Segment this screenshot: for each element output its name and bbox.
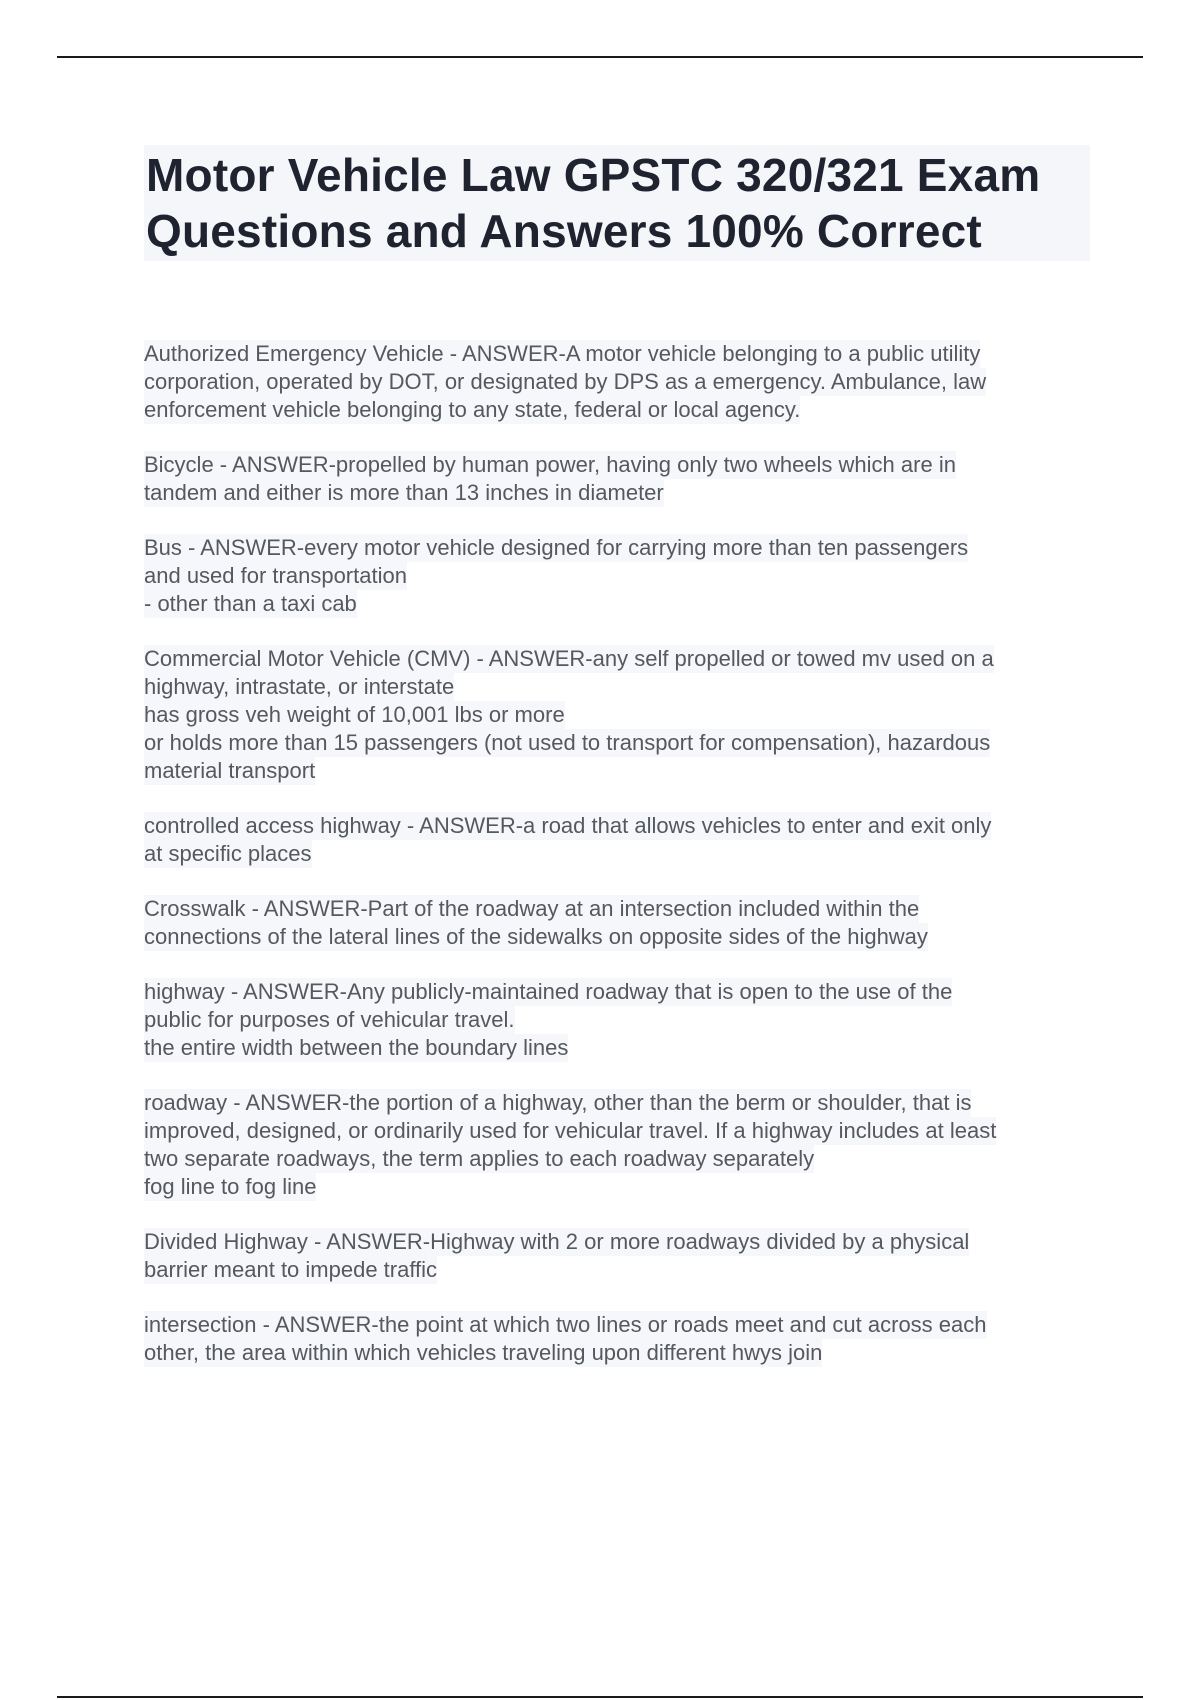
entry-text-line: intersection - ANSWER-the point at which two lines or roads meet and cut across each — [144, 1312, 987, 1337]
entry-text-line: highway - ANSWER-Any publicly-maintained roadway that is open to the use of the — [144, 979, 953, 1004]
entry-text-line: tandem and either is more than 13 inches in diameter — [144, 480, 664, 505]
entry-text-line: connections of the lateral lines of the sidewalks on opposite sides of the highway — [144, 924, 928, 949]
entry-text-line: Commercial Motor Vehicle (CMV) - ANSWER-any self propelled or towed mv used on a — [144, 646, 994, 671]
title-line: Questions and Answers 100% Correct — [146, 205, 982, 257]
entry-roadway — [144, 1089, 1104, 1201]
entry-text-line: Bicycle - ANSWER-propelled by human power, having only two wheels which are in — [144, 452, 956, 477]
entry-bus — [144, 534, 1104, 618]
entry-list — [144, 340, 1104, 1394]
entry-text-line: Crosswalk - ANSWER-Part of the roadway at an intersection included within the — [144, 896, 920, 921]
document-title — [144, 145, 1090, 261]
entry-text-line: barrier meant to impede traffic — [144, 1257, 438, 1282]
entry-text-line: two separate roadways, the term applies to each roadway separately — [144, 1146, 815, 1171]
entry-text-line: corporation, operated by DOT, or designated by DPS as a emergency. Ambulance, law — [144, 369, 987, 394]
entry-text-line: Authorized Emergency Vehicle - ANSWER-A motor vehicle belonging to a public utility — [144, 341, 981, 366]
entry-commercial-motor-vehicle — [144, 645, 1104, 785]
entry-text-line: roadway - ANSWER-the portion of a highway, other than the berm or shoulder, that is — [144, 1090, 972, 1115]
entry-text-line: Bus - ANSWER-every motor vehicle designed for carrying more than ten passengers — [144, 535, 969, 560]
entry-bicycle — [144, 451, 1104, 507]
entry-text-line: highway, intrastate, or interstate — [144, 674, 455, 699]
entry-text-line: fog line to fog line — [144, 1174, 317, 1199]
bottom-rule — [57, 1696, 1143, 1698]
entry-text-line: Divided Highway - ANSWER-Highway with 2 or more roadways divided by a physical — [144, 1229, 970, 1254]
entry-text-line: improved, designed, or ordinarily used for vehicular travel. If a highway includes at least — [144, 1118, 997, 1143]
entry-highway — [144, 978, 1104, 1062]
entry-text-line: enforcement vehicle belonging to any state, federal or local agency. — [144, 397, 801, 422]
entry-authorized-emergency-vehicle — [144, 340, 1104, 424]
title-line: Motor Vehicle Law GPSTC 320/321 Exam — [146, 149, 1041, 201]
entry-text-line: at specific places — [144, 841, 312, 866]
entry-text-line: the entire width between the boundary lines — [144, 1035, 569, 1060]
top-rule — [57, 56, 1143, 58]
entry-divided-highway — [144, 1228, 1104, 1284]
entry-text-line: controlled access highway - ANSWER-a road that allows vehicles to enter and exit only — [144, 813, 992, 838]
entry-text-line: - other than a taxi cab — [144, 591, 357, 616]
entry-intersection — [144, 1311, 1104, 1367]
entry-text-line: has gross veh weight of 10,001 lbs or more — [144, 702, 565, 727]
entry-text-line: material transport — [144, 758, 316, 783]
entry-controlled-access-highway — [144, 812, 1104, 868]
entry-text-line: and used for transportation — [144, 563, 407, 588]
entry-text-line: public for purposes of vehicular travel. — [144, 1007, 515, 1032]
entry-text-line: or holds more than 15 passengers (not used to transport for compensation), hazardous — [144, 730, 991, 755]
entry-crosswalk — [144, 895, 1104, 951]
entry-text-line: other, the area within which vehicles traveling upon different hwys join — [144, 1340, 823, 1365]
